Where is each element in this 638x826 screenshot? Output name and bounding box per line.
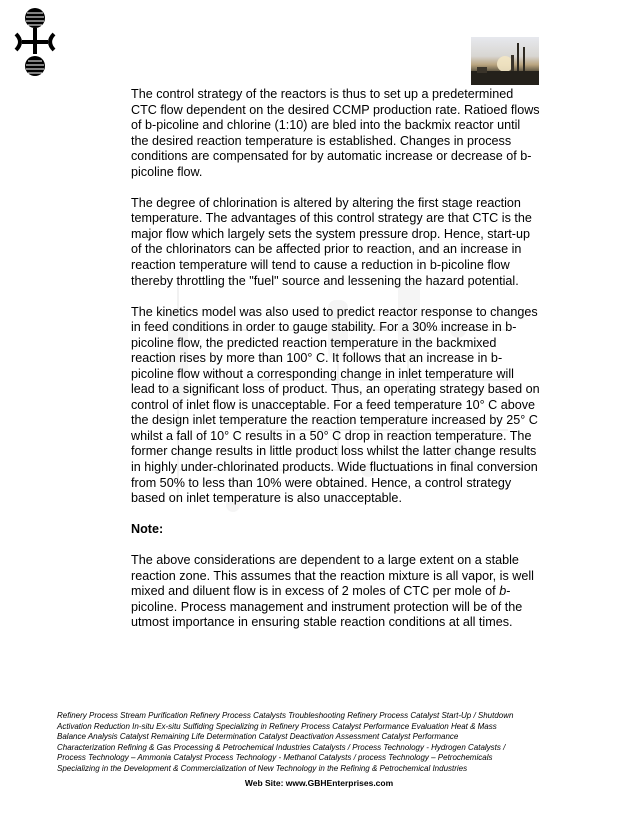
- note-paragraph: [131, 553, 541, 631]
- paragraph-chlorination-degree: The degree of chlorination is altered by altering the first stage reaction temperature. The advantages of this control strategy are that CTC is the major flow which largely sets the system pressure drop. Hence, start-up of the chlorinators can be affected prior to reaction, and an increase in reaction temperature will tend to cause a reduction in b-picoline flow thereby throttling the "fuel" source and lessening the hazard potential.: [131, 195, 532, 288]
- note-text-start: The above considerations are dependent to a large extent on a stable reaction zone. This assumes that the reaction mixture is all vapor, is well mixed and diluent flow is in excess of 2 moles of CTC per mole of: [131, 553, 534, 599]
- paragraph-control-strategy: The control strategy of the reactors is thus to set up a predetermined CTC flow dependent on the desired CCMP production rate. Ratioed flows of b-picoline and chlorine (1:10) are bled into the backmix reactor until the desired reaction temperature is established. Changes in process conditions are compensated for by automatic increase or decrease of b-picoline flow.: [131, 87, 540, 179]
- website-line: Web Site: www.GBHEnterprises.com: [244, 778, 394, 788]
- company-logo: [12, 6, 58, 78]
- note-text-end: -picoline. Process management and instrument protection will be of the utmost importance in ensuring stable reaction conditions at all times.: [131, 584, 523, 630]
- note-text-italic: b: [499, 584, 507, 599]
- footer-services: Refinery Process Stream Purification Refinery Process Catalysts Troubleshooting Refinery Process Catalyst Start-Up / Shutdown Activation Reduction In-situ Ex-situ Sulfiding Specializing in Refinery Process Catalyst Performance Evaluation Heat & Mass Balance Analysis Catalyst Remaining Life Determination Catalyst Deactivation Assessment Catalyst Performance Characterization Refining & Gas Processing & Petrochemical Industries Catalysts / Process Technology - Hydrogen Catalysts / Process Technology – Ammonia Catalyst Process Technology - Methanol Catalysts / process Technology – Petrochemicals Specializing in the Development & Commercialization of New Technology in the Refining & Petrochemical Industries: [57, 711, 514, 773]
- refinery-photo: [471, 37, 539, 85]
- paragraph-kinetics-model: The kinetics model was also used to predict reactor response to changes in feed conditions in order to gauge stability. For a 30% increase in b-picoline flow, the predicted reaction temperature in the backmixed reaction rises by more than 100° C. It follows that an increase in b-picoline flow without a corresponding change in inlet temperature will lead to a significant loss of product. Thus, an operating strategy based on control of inlet flow is unacceptable. For a feed temperature 10° C above the design inlet temperature the reaction temperature increased by 25° C whilst a fall of 10° C results in a 50° C drop in reaction temperature. The former change results in little product loss whilst the latter change results in highly under-chlorinated products. Wide fluctuations in final conversion from 50% to less than 10% were obtained. Hence, a control strategy based on inlet temperature is also unacceptable.: [131, 304, 540, 506]
- main-content: [131, 87, 541, 646]
- note-heading: Note:: [131, 522, 164, 537]
